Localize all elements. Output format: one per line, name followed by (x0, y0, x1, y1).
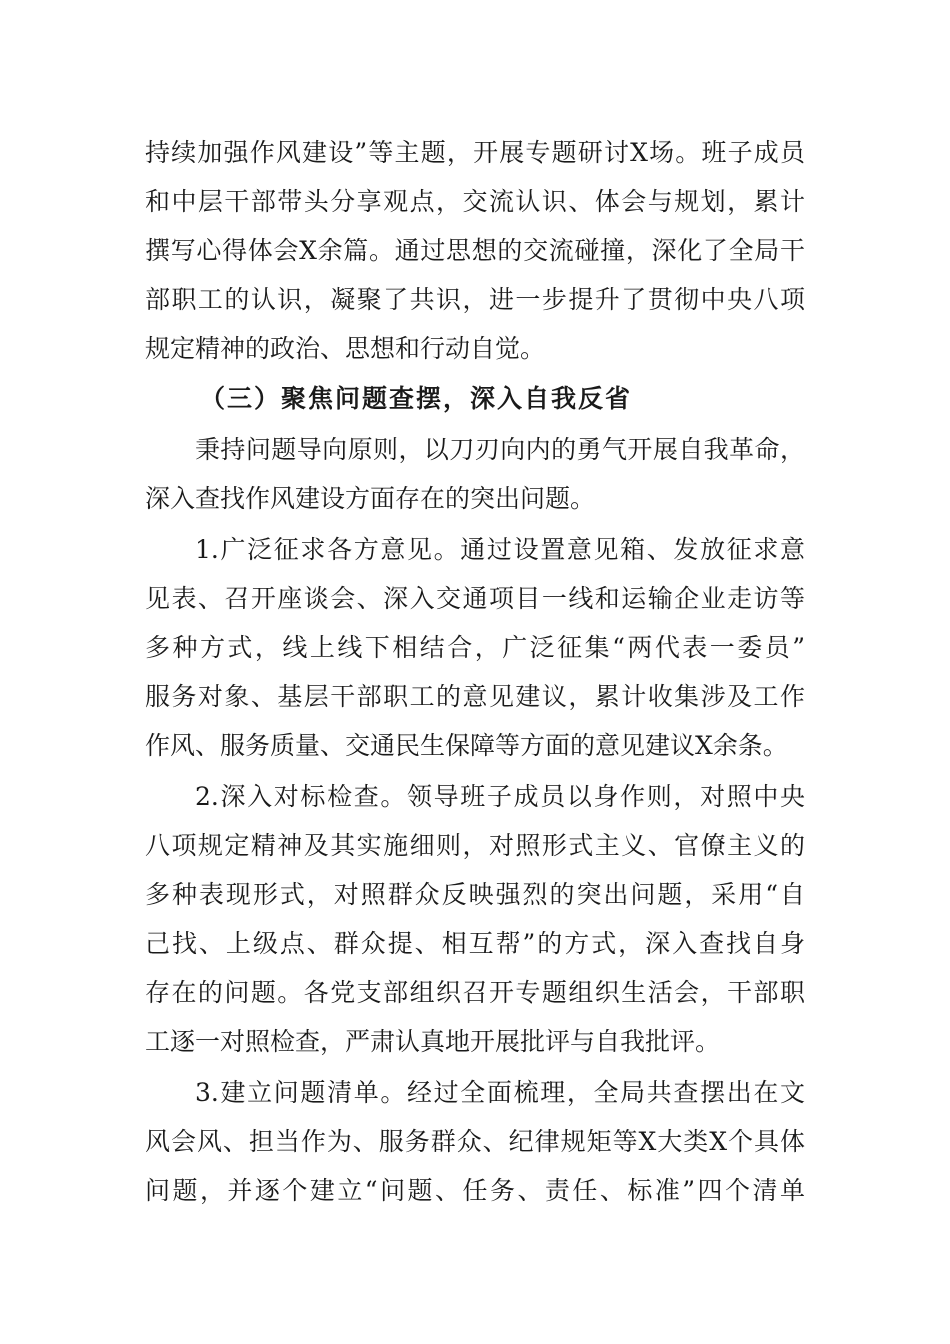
item-1-line-3: 多种方式，线上线下相结合，广泛征集“两代表一委员” (145, 633, 805, 662)
item-3-line-3: 问题，并逐个建立“问题、任务、责任、标准”四个清单 (145, 1176, 805, 1205)
item-3-line-2: 风会风、担当作为、服务群众、纪律规矩等X大类X个具体 (145, 1127, 805, 1156)
item-2-line-5: 存在的问题。各党支部组织召开专题组织生活会，干部职 (145, 978, 805, 1007)
paragraph-1-line-3: 撰写心得体会X余篇。通过思想的交流碰撞，深化了全局干 (145, 236, 805, 265)
paragraph-1-line-4: 部职工的认识，凝聚了共识，进一步提升了贯彻中央八项 (145, 285, 805, 314)
item-2-line-4: 己找、上级点、群众提、相互帮”的方式，深入查找自身 (145, 929, 805, 958)
item-3-line-1: 3.建立问题清单。经过全面梳理，全局共查摆出在文 (195, 1078, 805, 1107)
item-1-line-4: 服务对象、基层干部职工的意见建议，累计收集涉及工作 (145, 682, 805, 711)
paragraph-2-line-2: 深入查找作风建设方面存在的突出问题。 (145, 484, 596, 513)
item-2-line-1: 2.深入对标检查。领导班子成员以身作则，对照中央 (195, 782, 805, 811)
item-2-line-3: 多种表现形式，对照群众反映强烈的突出问题，采用“自 (145, 880, 805, 909)
paragraph-1-line-2: 和中层干部带头分享观点，交流认识、体会与规划，累计 (145, 187, 805, 216)
item-1-line-5: 作风、服务质量、交通民生保障等方面的意见建议X余条。 (145, 731, 788, 760)
paragraph-1-line-1: 持续加强作风建设”等主题，开展专题研讨X场。班子成员 (145, 138, 805, 167)
item-1-line-2: 见表、召开座谈会、深入交通项目一线和运输企业走访等 (145, 584, 805, 613)
item-1-line-1: 1.广泛征求各方意见。通过设置意见箱、发放征求意 (195, 535, 805, 564)
item-2-line-2: 八项规定精神及其实施细则，对照形式主义、官僚主义的 (145, 831, 805, 860)
paragraph-1-line-5: 规定精神的政治、思想和行动自觉。 (145, 334, 546, 363)
paragraph-2-line-1: 秉持问题导向原则，以刀刃向内的勇气开展自我革命， (195, 435, 805, 464)
section-heading: （三）聚焦问题查摆，深入自我反省 (200, 384, 633, 413)
item-2-line-6: 工逐一对照检查，严肃认真地开展批评与自我批评。 (145, 1027, 721, 1056)
